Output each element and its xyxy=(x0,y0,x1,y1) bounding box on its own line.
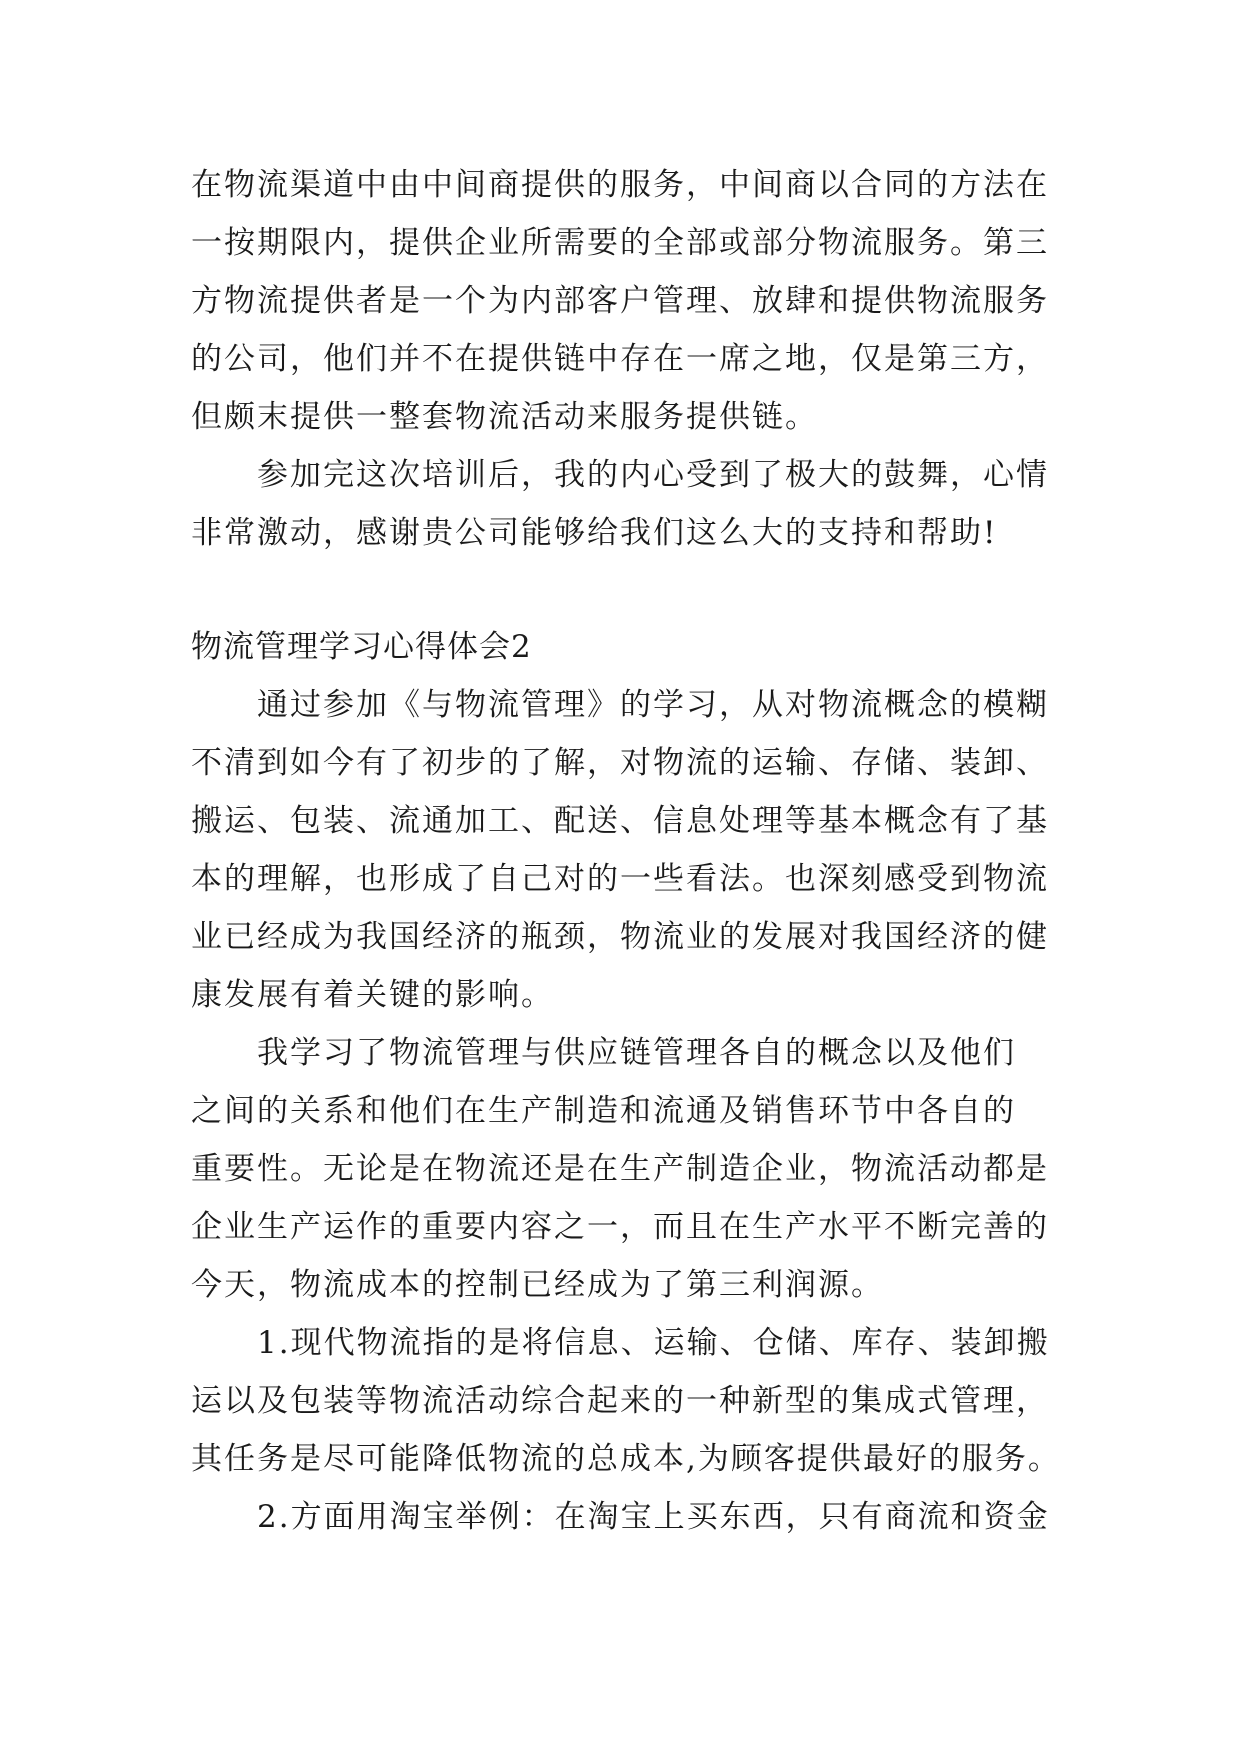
text-line: 的公司，他们并不在提供链中存在一席之地，仅是第三方， xyxy=(191,341,1049,377)
text-line: 今天，物流成本的控制已经成为了第三利润源。 xyxy=(191,1267,884,1303)
text-line: 康发展有着关键的影响。 xyxy=(191,977,554,1013)
section-spacer xyxy=(191,562,1061,618)
text-line: 参加完这次培训后，我的内心受到了极大的鼓舞，心情 xyxy=(257,457,1049,493)
text-line: 非常激动，感谢贵公司能够给我们这么大的支持和帮助! xyxy=(191,515,998,551)
text-line: 企业生产运作的重要内容之一，而且在生产水平不断完善的 xyxy=(191,1209,1049,1245)
paragraph-4 xyxy=(191,1024,1061,1314)
text-line: 其任务是尽可能降低物流的总成本,为顾客提供最好的服务。 xyxy=(191,1441,1061,1477)
paragraph-2 xyxy=(191,446,1061,562)
section-title: 物流管理学习心得体会2 xyxy=(191,629,532,665)
text-line: 但颇末提供一整套物流活动来服务提供链。 xyxy=(191,399,818,435)
document-body xyxy=(191,156,1061,1546)
text-line: 重要性。无论是在物流还是在生产制造企业，物流活动都是 xyxy=(191,1151,1049,1187)
text-line: 一按期限内，提供企业所需要的全部或部分物流服务。第三 xyxy=(191,225,1049,261)
text-line: 1.现代物流指的是将信息、运输、仓储、库存、装卸搬 xyxy=(257,1325,1050,1361)
text-line: 2.方面用淘宝举例：在淘宝上买东西，只有商流和资金 xyxy=(257,1499,1050,1535)
text-line: 方物流提供者是一个为内部客户管理、放肆和提供物流服务 xyxy=(191,283,1049,319)
text-line: 之间的关系和他们在生产制造和流通及销售环节中各自的 xyxy=(191,1093,1016,1129)
paragraph-1 xyxy=(191,156,1061,446)
paragraph-6 xyxy=(191,1488,1061,1546)
text-line: 搬运、包装、流通加工、配送、信息处理等基本概念有了基 xyxy=(191,803,1049,839)
text-line: 本的理解，也形成了自己对的一些看法。也深刻感受到物流 xyxy=(191,861,1049,897)
text-line: 在物流渠道中由中间商提供的服务，中间商以合同的方法在 xyxy=(191,167,1049,203)
text-line: 我学习了物流管理与供应链管理各自的概念以及他们 xyxy=(257,1035,1016,1071)
paragraph-5 xyxy=(191,1314,1061,1488)
text-line: 不清到如今有了初步的了解，对物流的运输、存储、装卸、 xyxy=(191,745,1049,781)
paragraph-3 xyxy=(191,676,1061,1024)
text-line: 运以及包装等物流活动综合起来的一种新型的集成式管理， xyxy=(191,1383,1049,1419)
text-line: 业已经成为我国经济的瓶颈，物流业的发展对我国经济的健 xyxy=(191,919,1049,955)
text-line: 通过参加《与物流管理》的学习，从对物流概念的模糊 xyxy=(257,687,1049,723)
